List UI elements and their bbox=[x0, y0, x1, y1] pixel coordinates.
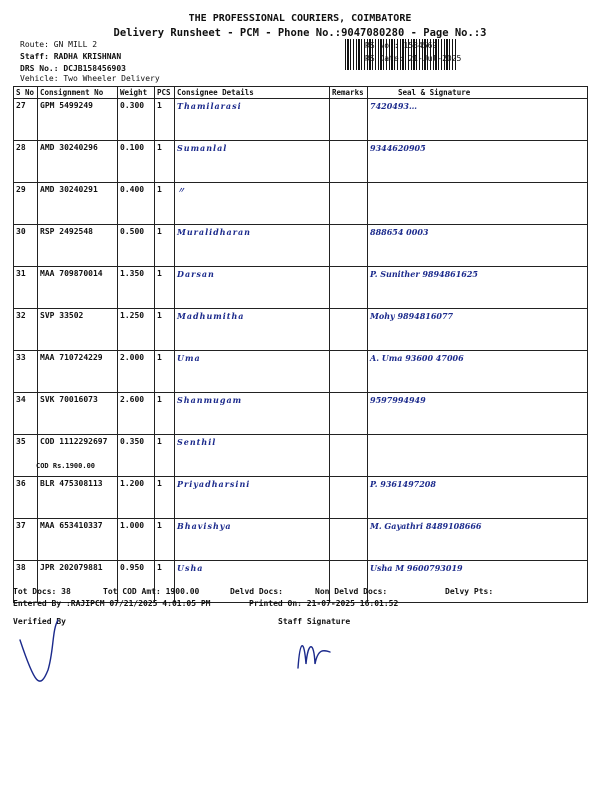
column-header: Remarks bbox=[330, 87, 368, 99]
column-header: Seal & Signature bbox=[368, 87, 588, 99]
weight: 1.200 bbox=[118, 477, 155, 519]
entered-by: Entered By :RAJIPCM 07/21/2025 4:01:05 PM bbox=[13, 599, 211, 608]
consignee-name: Usha bbox=[175, 561, 330, 603]
table-row bbox=[14, 99, 588, 141]
delivery-points: Delvy Pts: bbox=[445, 587, 494, 596]
consignment-number: GPM 5499249 bbox=[40, 101, 93, 110]
staff-signature-label: Staff Signature bbox=[278, 617, 351, 626]
consignment-number-cell bbox=[38, 351, 118, 393]
seal-signature: 9597994949 bbox=[368, 393, 588, 435]
column-header: Weight bbox=[118, 87, 155, 99]
pieces: 1 bbox=[155, 225, 175, 267]
remarks-cell bbox=[330, 267, 368, 309]
route-label: Route: GN MILL 2 bbox=[20, 40, 98, 49]
pieces: 1 bbox=[155, 183, 175, 225]
serial-number: 28 bbox=[14, 141, 38, 183]
consignee-name: Uma bbox=[175, 351, 330, 393]
consignment-number-cell bbox=[38, 267, 118, 309]
remarks-cell bbox=[330, 435, 368, 477]
consignment-number: RSP 2492548 bbox=[40, 227, 93, 236]
runsheet-table bbox=[13, 86, 588, 603]
consignment-number: SVP 33502 bbox=[40, 311, 84, 320]
consignment-number: JPR 202079881 bbox=[40, 563, 103, 572]
verified-by-label: Verified By bbox=[13, 617, 66, 626]
consignment-number: AMD 30240291 bbox=[40, 185, 98, 194]
seal-signature: Usha M 9600793019 bbox=[368, 561, 588, 603]
weight: 0.400 bbox=[118, 183, 155, 225]
consignment-number: SVK 70016073 bbox=[40, 395, 98, 404]
consignee-name: Darsan bbox=[175, 267, 330, 309]
remarks-cell bbox=[330, 183, 368, 225]
weight: 2.000 bbox=[118, 351, 155, 393]
column-header: S No bbox=[14, 87, 38, 99]
table-row bbox=[14, 477, 588, 519]
serial-number: 29 bbox=[14, 183, 38, 225]
pieces: 1 bbox=[155, 309, 175, 351]
pieces: 1 bbox=[155, 561, 175, 603]
seal-signature: 888654 0003 bbox=[368, 225, 588, 267]
weight: 0.300 bbox=[118, 99, 155, 141]
serial-number: 30 bbox=[14, 225, 38, 267]
consignee-name: Thamilarasi bbox=[175, 99, 330, 141]
weight: 1.350 bbox=[118, 267, 155, 309]
remarks-cell bbox=[330, 309, 368, 351]
consignment-number: MAA 709870014 bbox=[40, 269, 103, 278]
company-title: THE PROFESSIONAL COURIERS, COIMBATORE bbox=[188, 13, 412, 24]
consignment-number-cell bbox=[38, 141, 118, 183]
pieces: 1 bbox=[155, 435, 175, 477]
rs-number: RS No.: 1584569 bbox=[365, 41, 438, 50]
weight: 0.100 bbox=[118, 141, 155, 183]
seal-signature: A. Uma 93600 47006 bbox=[368, 351, 588, 393]
remarks-cell bbox=[330, 225, 368, 267]
serial-number: 31 bbox=[14, 267, 38, 309]
consignment-number: MAA 710724229 bbox=[40, 353, 103, 362]
consignment-number-cell bbox=[38, 225, 118, 267]
consignment-number-cell bbox=[38, 393, 118, 435]
column-header: Consignment No bbox=[38, 87, 118, 99]
consignment-number-cell bbox=[38, 519, 118, 561]
non-delivered-docs: Non Delvd Docs: bbox=[315, 587, 388, 596]
table-header-row bbox=[14, 87, 588, 99]
staff-label: Staff: RADHA KRISHNAN bbox=[20, 52, 122, 61]
consignee-name: Muralidharan bbox=[175, 225, 330, 267]
consignee-name: 〃 bbox=[175, 183, 330, 225]
pieces: 1 bbox=[155, 393, 175, 435]
remarks-cell bbox=[330, 393, 368, 435]
seal-signature: 7420493… bbox=[368, 99, 588, 141]
serial-number: 37 bbox=[14, 519, 38, 561]
pieces: 1 bbox=[155, 519, 175, 561]
consignee-name: Priyadharsini bbox=[175, 477, 330, 519]
consignment-number-cell bbox=[38, 561, 118, 603]
pieces: 1 bbox=[155, 99, 175, 141]
serial-number: 34 bbox=[14, 393, 38, 435]
consignment-number-cell bbox=[38, 309, 118, 351]
weight: 0.500 bbox=[118, 225, 155, 267]
remarks-cell bbox=[330, 351, 368, 393]
serial-number: 33 bbox=[14, 351, 38, 393]
delivered-docs: Delvd Docs: bbox=[230, 587, 283, 596]
seal-signature: Mohy 9894816077 bbox=[368, 309, 588, 351]
seal-signature: P. Sunither 9894861625 bbox=[368, 267, 588, 309]
consignment-number-cell bbox=[38, 477, 118, 519]
serial-number: 27 bbox=[14, 99, 38, 141]
consignment-number-cell bbox=[38, 435, 118, 477]
rs-date: RS Date: 21-Jul-2025 bbox=[365, 54, 462, 63]
total-cod-amount: Tot COD Amt: 1900.00 bbox=[103, 587, 200, 596]
weight: 0.350 bbox=[118, 435, 155, 477]
cod-amount: COD Rs.1900.00 bbox=[36, 462, 96, 470]
weight: 2.600 bbox=[118, 393, 155, 435]
weight: 1.250 bbox=[118, 309, 155, 351]
table-row bbox=[14, 561, 588, 603]
seal-signature bbox=[368, 183, 588, 225]
remarks-cell bbox=[330, 99, 368, 141]
vehicle-label: Vehicle: Two Wheeler Delivery bbox=[20, 74, 160, 83]
pieces: 1 bbox=[155, 141, 175, 183]
printed-on: Printed On: 21-07-2025 16:01:52 bbox=[249, 599, 399, 608]
consignment-number: MAA 653410337 bbox=[40, 521, 103, 530]
pieces: 1 bbox=[155, 267, 175, 309]
seal-signature: M. Gayathri 8489108666 bbox=[368, 519, 588, 561]
pieces: 1 bbox=[155, 477, 175, 519]
table-row bbox=[14, 519, 588, 561]
consignee-name: Senthil bbox=[175, 435, 330, 477]
consignment-number-cell bbox=[38, 99, 118, 141]
table-row bbox=[14, 309, 588, 351]
consignment-number: AMD 30240296 bbox=[40, 143, 98, 152]
table-row bbox=[14, 183, 588, 225]
consignee-name: Sumanlal bbox=[175, 141, 330, 183]
consignment-number: BLR 475308113 bbox=[40, 479, 103, 488]
consignee-name: Shanmugam bbox=[175, 393, 330, 435]
seal-signature: P. 9361497208 bbox=[368, 477, 588, 519]
serial-number: 32 bbox=[14, 309, 38, 351]
weight: 0.950 bbox=[118, 561, 155, 603]
consignee-name: Madhumitha bbox=[175, 309, 330, 351]
table-row bbox=[14, 141, 588, 183]
column-header: Consignee Details bbox=[175, 87, 330, 99]
verified-signature-scribble bbox=[10, 610, 100, 690]
serial-number: 38 bbox=[14, 561, 38, 603]
remarks-cell bbox=[330, 141, 368, 183]
remarks-cell bbox=[330, 477, 368, 519]
table-row bbox=[14, 267, 588, 309]
table-row bbox=[14, 393, 588, 435]
weight: 1.000 bbox=[118, 519, 155, 561]
staff-signature-scribble bbox=[290, 630, 340, 675]
seal-signature bbox=[368, 435, 588, 477]
table-row bbox=[14, 435, 588, 477]
consignment-number-cell bbox=[38, 183, 118, 225]
serial-number: 36 bbox=[14, 477, 38, 519]
pieces: 1 bbox=[155, 351, 175, 393]
consignment-number: COD 1112292697 bbox=[40, 437, 108, 446]
remarks-cell bbox=[330, 519, 368, 561]
table-row bbox=[14, 351, 588, 393]
seal-signature: 9344620905 bbox=[368, 141, 588, 183]
total-docs: Tot Docs: 38 bbox=[13, 587, 71, 596]
serial-number: 35 bbox=[14, 435, 38, 477]
column-header: PCS bbox=[155, 87, 175, 99]
remarks-cell bbox=[330, 561, 368, 603]
table-row bbox=[14, 225, 588, 267]
drs-number: DRS No.: DCJB158456903 bbox=[20, 64, 126, 73]
runsheet-subtitle: Delivery Runsheet - PCM - Phone No.:9047080280 - Page No.:3 bbox=[113, 27, 487, 39]
consignee-name: Bhavishya bbox=[175, 519, 330, 561]
